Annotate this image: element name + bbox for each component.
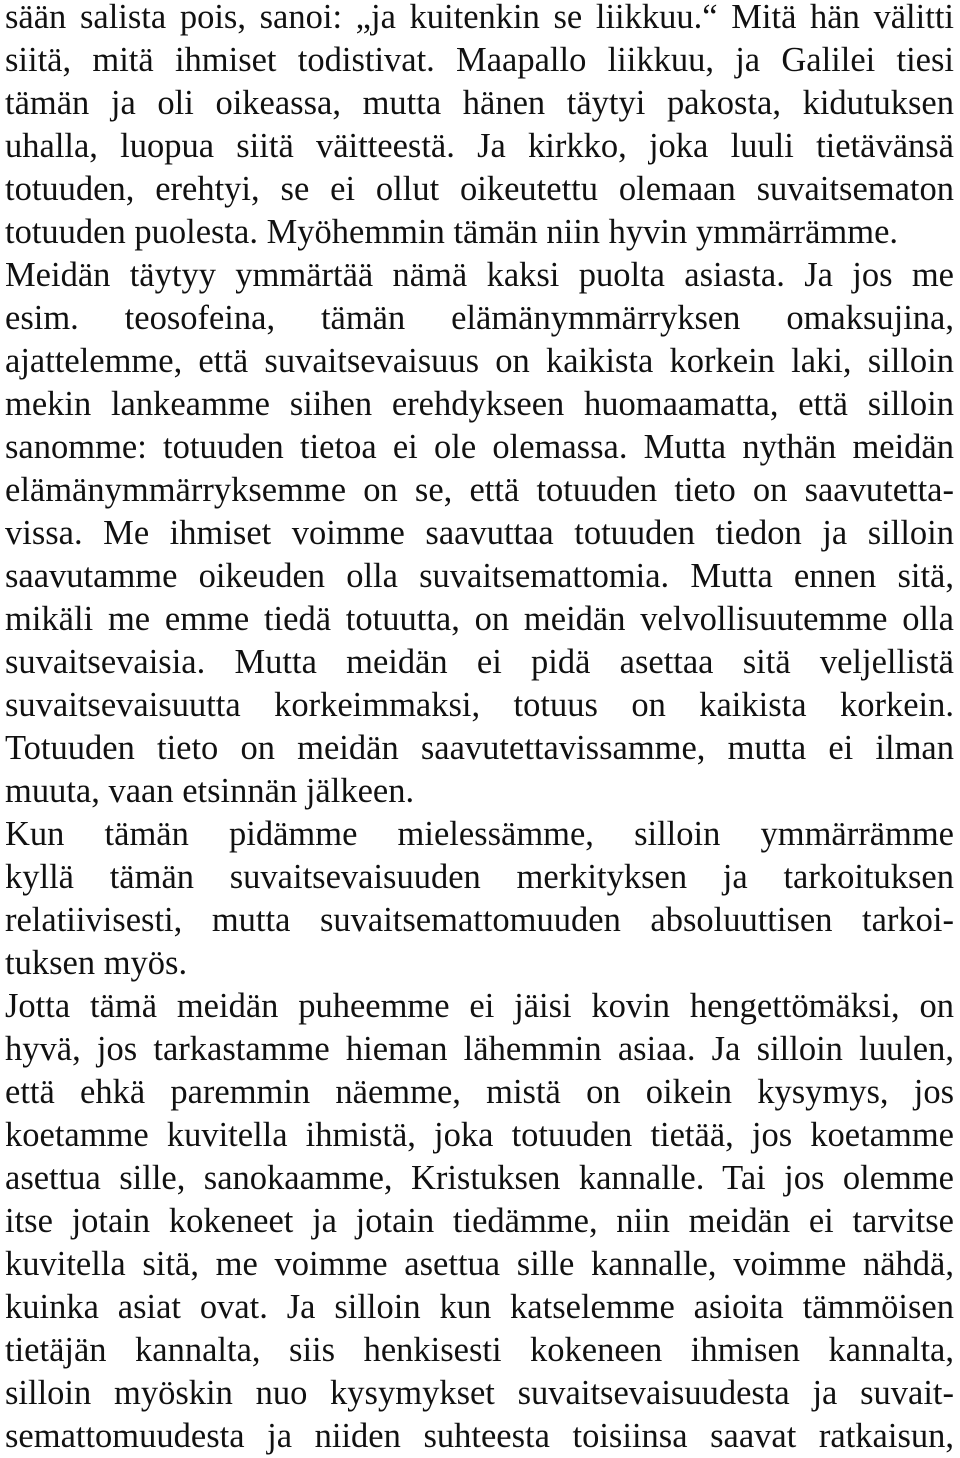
text-line: Meidän täytyy ymmärtää nämä kaksi puolta asiasta. Ja jos me: [5, 256, 954, 294]
text-line: Totuuden tieto on meidän saavutettavissamme, mutta ei ilman: [5, 729, 954, 767]
text-line: tämän ja oli oikeassa, mutta hänen täytyi pakosta, kidutuksen: [5, 84, 954, 122]
text-line: Kun tämän pidämme mielessämme, silloin ymmärrämme: [5, 815, 954, 853]
text-line: itse jotain kokeneet ja jotain tiedämme, niin meidän ei tarvitse: [5, 1202, 954, 1240]
text-line: koetamme kuvitella ihmistä, joka totuuden tietää, jos koetamme: [5, 1116, 954, 1154]
text-line: esim. teosofeina, tämän elämänymmärryksen omaksujina,: [5, 299, 954, 337]
text-line: kuvitella sitä, me voimme asettua sille kannalle, voimme nähdä,: [5, 1245, 954, 1283]
text-line: tietäjän kannalta, siis henkisesti kokeneen ihmisen kannalta,: [5, 1331, 954, 1369]
text-line: sään salista pois, sanoi: „ja kuitenkin se liikkuu.“ Mitä hän välitti: [5, 0, 954, 36]
text-line: mekin lankeamme siihen erehdykseen huomaamatta, että silloin: [5, 385, 954, 423]
text-line: Jotta tämä meidän puheemme ei jäisi kovin hengettömäksi, on: [5, 987, 954, 1025]
text-line: semattomuudesta ja niiden suhteesta toisiinsa saavat ratkaisun,: [5, 1417, 954, 1455]
text-line: suvaitsevaisia. Mutta meidän ei pidä asettaa sitä veljellistä: [5, 643, 954, 681]
text-line: muuta, vaan etsinnän jälkeen.: [5, 772, 415, 810]
text-line: että ehkä paremmin näemme, mistä on oikein kysymys, jos: [5, 1073, 954, 1111]
text-line: sanomme: totuuden tietoa ei ole olemassa. Mutta nythän meidän: [5, 428, 954, 466]
text-line: kuinka asiat ovat. Ja silloin kun katselemme asioita tämmöisen: [5, 1288, 954, 1326]
text-line: silloin myöskin nuo kysymykset suvaitsevaisuudesta ja suvait-: [5, 1374, 954, 1412]
text-line: siitä, mitä ihmiset todistivat. Maapallo liikkuu, ja Galilei tiesi: [5, 41, 954, 79]
text-line: saavutamme oikeuden olla suvaitsemattomia. Mutta ennen sitä,: [5, 557, 954, 595]
text-line: relatiivisesti, mutta suvaitsemattomuuden absoluuttisen tarkoi-: [5, 901, 954, 939]
text-line: tuksen myös.: [5, 944, 188, 982]
text-line: mikäli me emme tiedä totuutta, on meidän velvollisuutemme olla: [5, 600, 954, 638]
text-line: suvaitsevaisuutta korkeimmaksi, totuus on kaikista korkein.: [5, 686, 954, 724]
text-line: kyllä tämän suvaitsevaisuuden merkityksen ja tarkoituksen: [5, 858, 954, 896]
text-line: totuuden, erehtyi, se ei ollut oikeutettu olemaan suvaitsematon: [5, 170, 954, 208]
text-line: hyvä, jos tarkastamme hieman lähemmin asiaa. Ja silloin luulen,: [5, 1030, 954, 1068]
text-line: totuuden puolesta. Myöhemmin tämän niin hyvin ymmärrämme.: [5, 213, 899, 251]
text-line: uhalla, luopua siitä väitteestä. Ja kirkko, joka luuli tietävänsä: [5, 127, 954, 165]
text-line: elämänymmärryksemme on se, että totuuden tieto on saavutetta-: [5, 471, 954, 509]
text-line: vissa. Me ihmiset voimme saavuttaa totuuden tiedon ja silloin: [5, 514, 954, 552]
text-line: ajattelemme, että suvaitsevaisuus on kaikista korkein laki, silloin: [5, 342, 954, 380]
text-line: asettua sille, sanokaamme, Kristuksen kannalle. Tai jos olemme: [5, 1159, 954, 1197]
